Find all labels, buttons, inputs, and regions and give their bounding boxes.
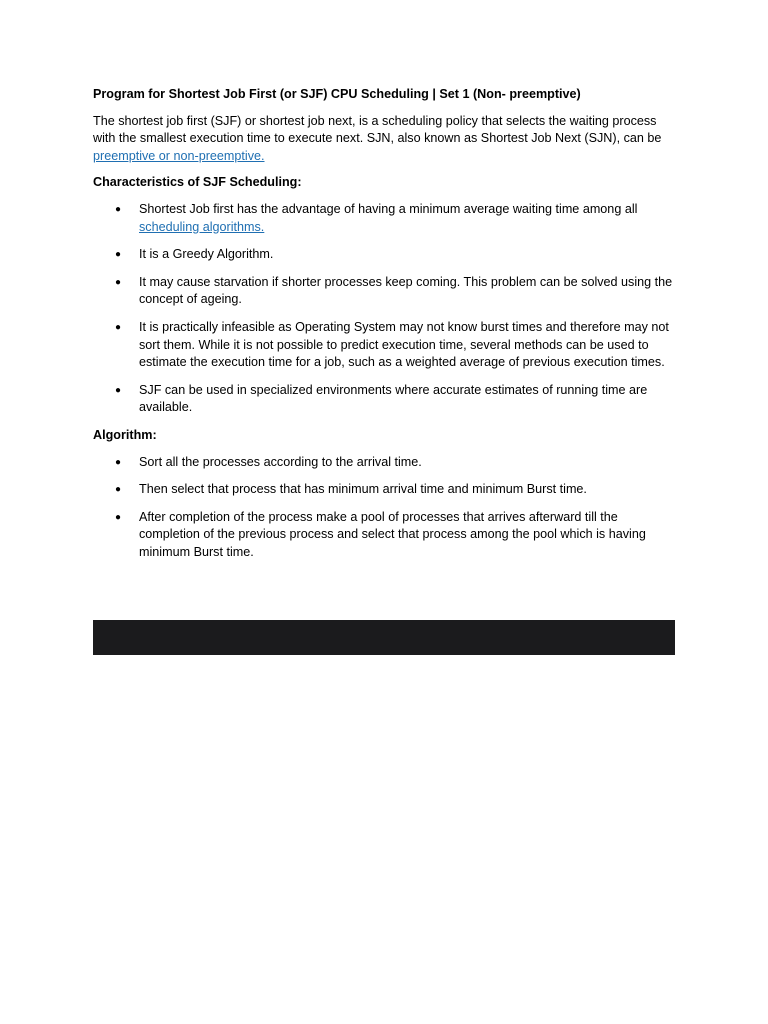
bullet-icon: ● — [115, 456, 122, 468]
bullet-icon: ● — [115, 511, 122, 523]
algorithm-heading: Algorithm: — [93, 427, 157, 442]
bullet-icon: ● — [115, 321, 122, 333]
characteristics-heading: Characteristics of SJF Scheduling: — [93, 175, 302, 190]
list-item: ● Shortest Job first has the advantage of having a minimum average waiting time among all scheduling algorithms. — [115, 201, 638, 234]
code-block — [93, 620, 675, 655]
document-content — [93, 86, 678, 571]
bullet-icon: ● — [115, 484, 122, 496]
bullet-icon: ● — [115, 276, 122, 288]
list-item: ● It is a Greedy Algorithm. — [93, 246, 678, 264]
characteristics-list — [93, 201, 678, 417]
page-title: Program for Shortest Job First (or SJF) CPU Scheduling | Set 1 (Non- preemptive) — [93, 87, 581, 101]
list-item: ● Sort all the processes according to the arrival time. — [93, 454, 678, 472]
intro-text: The shortest job first (SJF) or shortest job next, is a scheduling policy that selects the waiting process with the smallest execution time to execute next. SJN, also known as Shortest Job Next (SJN), can be — [93, 113, 662, 146]
bullet-icon: ● — [115, 203, 122, 215]
list-item: ● SJF can be used in specialized environments where accurate estimates of running time are available. — [115, 382, 648, 415]
preemptive-link[interactable]: preemptive or non-preemptive. — [93, 148, 265, 163]
list-item: ● It may cause starvation if shorter processes keep coming. This problem can be solved using the concept of ageing. — [115, 274, 673, 307]
bullet-icon: ● — [115, 384, 122, 396]
list-item: ● Then select that process that has minimum arrival time and minimum Burst time. — [93, 481, 678, 499]
bullet-icon: ● — [115, 249, 122, 261]
scheduling-algorithms-link[interactable]: scheduling algorithms. — [139, 219, 265, 234]
intro-paragraph — [93, 113, 678, 166]
list-item: ● It is practically infeasible as Operating System may not know burst times and therefore may not sort them. While it is not possible to predict execution time, several methods can be used to estimate the execution time for a job, such as a weighted average of previous execution times. — [115, 319, 669, 370]
list-item: ● After completion of the process make a pool of processes that arrives afterward till the completion of the previous process and select that process among the pool which is having minimum Burst time. — [115, 509, 646, 559]
algorithm-list — [93, 454, 678, 562]
